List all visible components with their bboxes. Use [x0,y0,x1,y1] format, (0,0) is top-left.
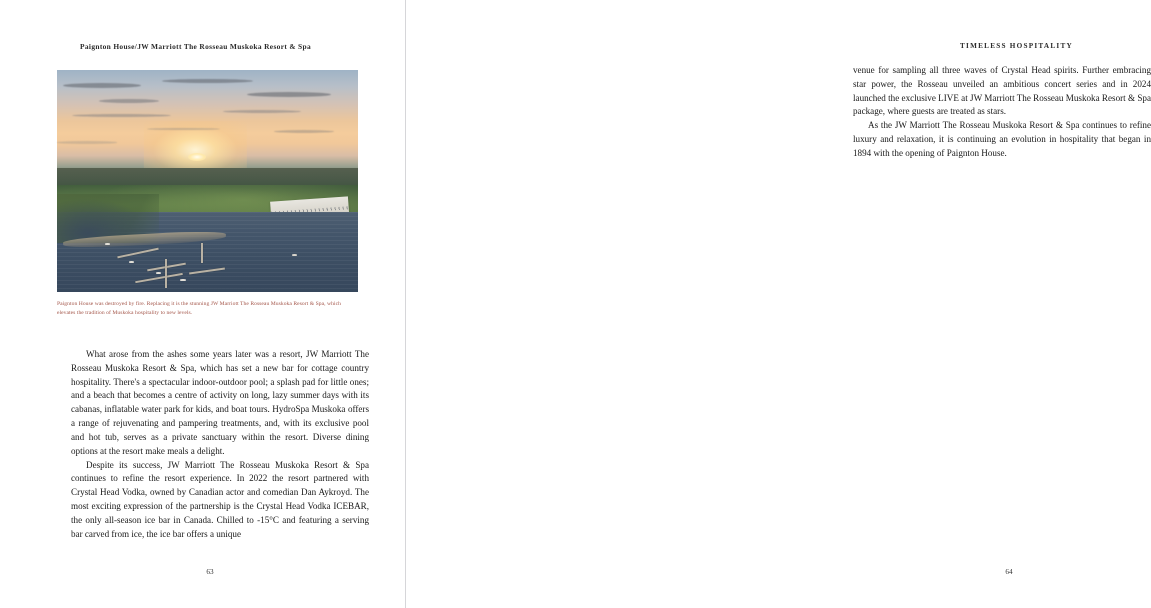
running-head-right: TIMELESS HOSPITALITY [960,42,1073,50]
right-page-body-text [853,64,1151,161]
paragraph: venue for sampling all three waves of Crystal Head spirits. Further embracing star power, the Rosseau unveiled an ambitious concert series and in 2024 launched the exclusive LIVE at JW Marriott The Rosseau Muskoka Resort & Spa package, where guests are treated as stars. [853,65,1151,117]
right-page [405,0,1151,608]
dock-plank [201,243,203,263]
paragraph: What arose from the ashes some years later was a resort, JW Marriott The Rosseau Muskoka Resort & Spa, which has set a new bar for cottage country hospitality. There's a spectacular indoor-outdoor pool; a splash pad for little ones; and a beach that becomes a centre of activity on long, lazy summer days with its cabanas, inflatable water park for kids, and boat tours. HydroSpa Muskoka offers a range of rejuvenating and pampering treatments, and, with its exclusive pool and hot tub, serves as a private sanctuary within the resort. Diverse dining options at the resort make meals a delight. [71,349,369,456]
paragraph: As the JW Marriott The Rosseau Muskoka Resort & Spa continues to refine luxury and relaxation, it is continuing an evolution in hospitality that began in 1894 with the opening of Paignton House. [853,120,1151,158]
moored-boat [180,279,186,281]
cloud-streak [162,79,252,83]
dock-plank [165,259,167,288]
cloud-streak [99,99,159,103]
running-head-left: Paignton House/JW Marriott The Rosseau Muskoka Resort & Spa [80,42,312,51]
paragraph: Despite its success, JW Marriott The Rosseau Muskoka Resort & Spa continues to refine the resort experience. In 2022 the resort partnered with Crystal Head Vodka, owned by Canadian actor and comedian Dan Aykroyd. The most exciting expression of the partnership is the Crystal Head Vodka ICEBAR, the only all-season ice bar in Canada. Chilled to -15°C and featuring a serving bar carved from ice, the ice bar offers a unique [71,459,369,539]
page-number-left: 63 [206,568,214,576]
left-page-body-text [71,348,369,541]
cloud-streak [274,130,334,133]
cloud-streak [57,141,117,144]
cloud-streak [223,110,301,113]
page-number-right: 64 [1005,568,1013,576]
figure-aerial-resort-photo [57,70,358,292]
figure-caption: Paignton House was destroyed by fire. Replacing it is the stunning JW Marriott The Rosseau Muskoka Resort & Spa, which elevates the tradition of Muskoka hospitality to new levels. [57,301,341,317]
left-page [0,0,405,608]
aerial-sunset-resort-image [57,70,358,292]
sun-icon [188,153,206,161]
